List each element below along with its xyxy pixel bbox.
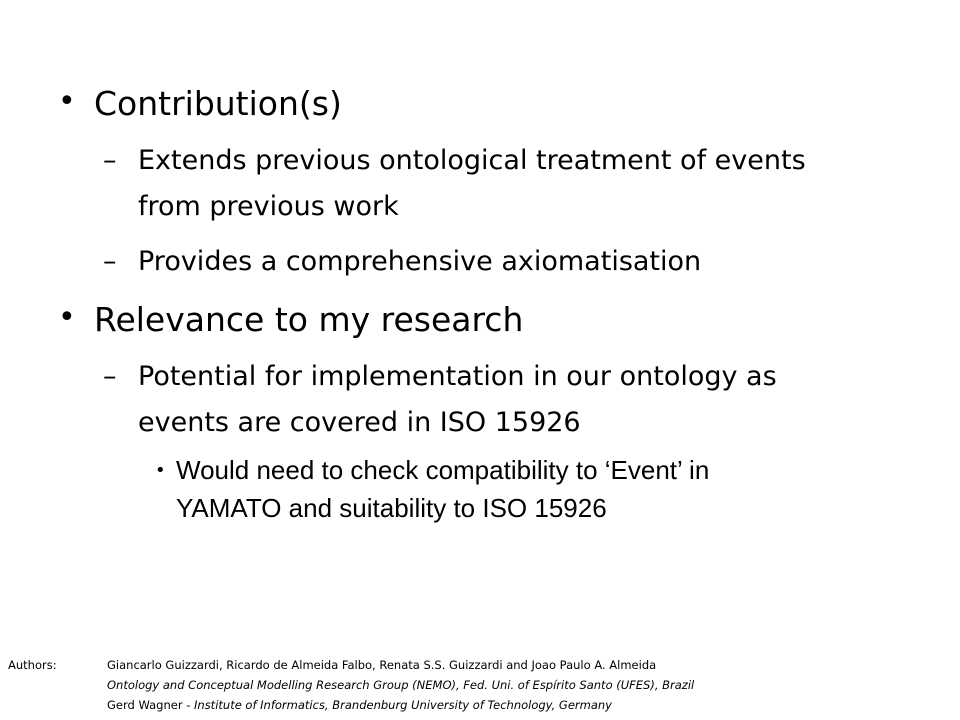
affiliation-brandenburg: Institute of Informatics, Brandenburg University of Technology, Germany bbox=[194, 698, 612, 712]
dash-icon: – bbox=[103, 361, 117, 392]
author-separator: - bbox=[182, 698, 195, 712]
sub-sub-bullet-would-line1: Would need to check compatibility to ‘Event’ in bbox=[176, 455, 710, 485]
bullet-contributions: Contribution(s) bbox=[94, 84, 342, 123]
affiliation-nemo: Ontology and Conceptual Modelling Research Group (NEMO), Fed. Uni. of Espírito Santo (UFES), Brazil bbox=[107, 678, 695, 692]
authors-list bbox=[107, 655, 694, 715]
sub-bullet-extends-line2: from previous work bbox=[138, 191, 399, 222]
sub-bullet-potential-line1: Potential for implementation in our ontology as bbox=[138, 361, 777, 392]
dash-icon: – bbox=[103, 145, 117, 176]
bullet-relevance: Relevance to my research bbox=[94, 300, 524, 339]
bullet-icon: • bbox=[155, 460, 166, 481]
authors-names: Giancarlo Guizzardi, Ricardo de Almeida Falbo, Renata S.S. Guizzardi and Joao Paulo A. Almeida bbox=[107, 658, 657, 672]
second-author-line bbox=[107, 695, 694, 715]
bullet-icon: • bbox=[58, 84, 76, 119]
authors-label: Authors: bbox=[8, 658, 57, 672]
sub-bullet-provides: Provides a comprehensive axiomatisation bbox=[138, 246, 702, 277]
sub-sub-bullet-would-line2: YAMATO and suitability to ISO 15926 bbox=[176, 493, 607, 523]
bullet-icon: • bbox=[58, 300, 76, 335]
authors-footer bbox=[0, 655, 960, 715]
sub-bullet-potential-line2: events are covered in ISO 15926 bbox=[138, 407, 581, 438]
sub-bullet-extends-line1: Extends previous ontological treatment of events bbox=[138, 145, 806, 176]
dash-icon: – bbox=[103, 246, 117, 277]
second-author-name: Gerd Wagner bbox=[107, 698, 183, 712]
